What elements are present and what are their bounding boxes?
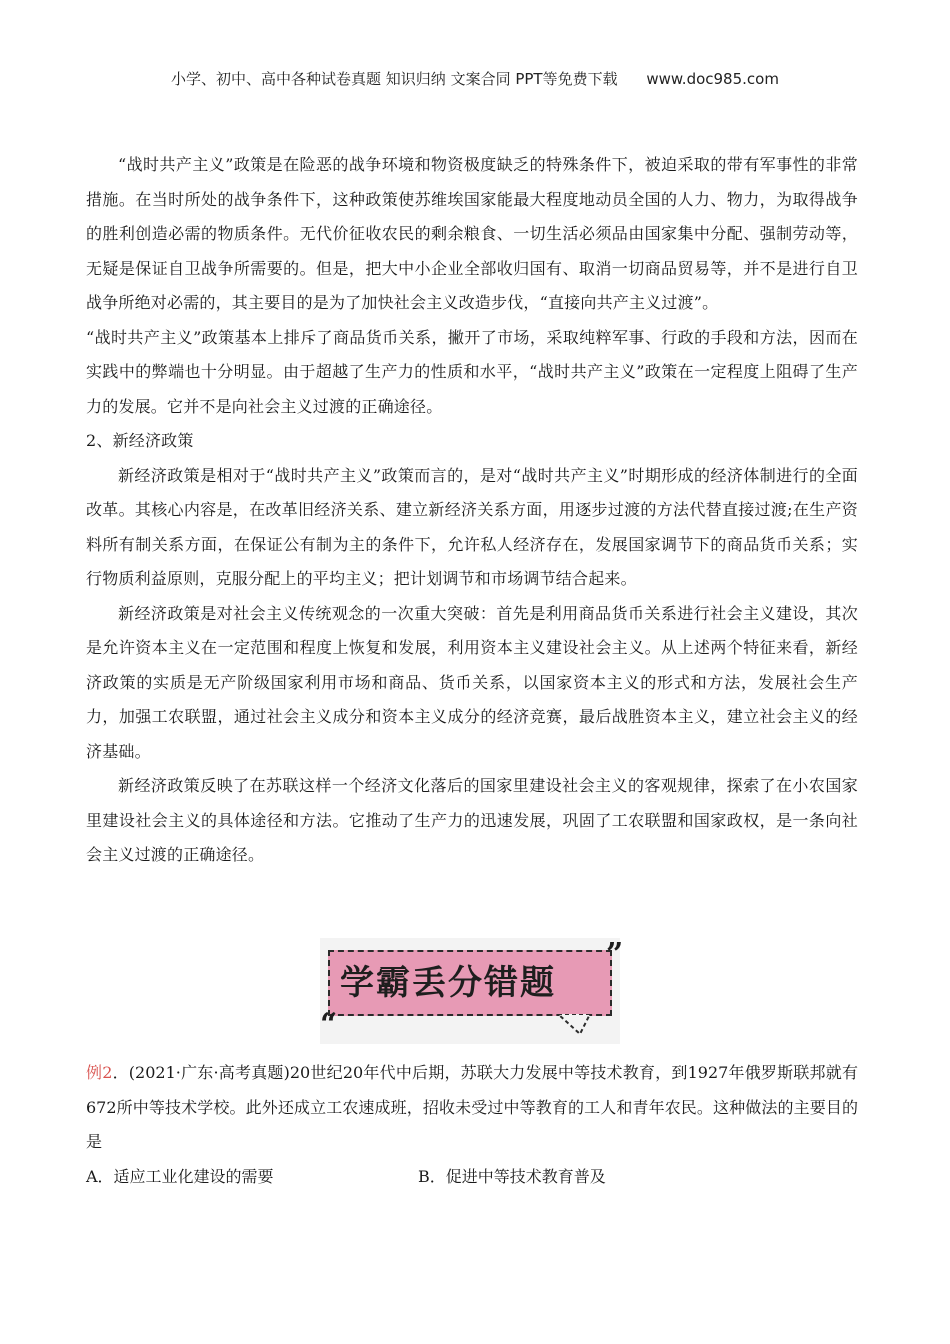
question-stem xyxy=(86,1056,858,1160)
main-content xyxy=(86,148,858,873)
quote-right-icon: ” xyxy=(606,937,624,972)
paragraph-war-communism-2: “战时共产主义”政策基本上排斥了商品货币关系，撇开了市场，采取纯粹军事、行政的手段和方法，因而在实践中的弊端也十分明显。由于超越了生产力的性质和水平，“战时共产主义”政策在一定程度上阻碍了生产力的发展。它并不是向社会主义过渡的正确途径。 xyxy=(86,327,858,416)
option-a[interactable]: A．适应工业化建设的需要 xyxy=(86,1166,274,1186)
paragraph-nep-1: 新经济政策是相对于“战时共产主义”政策而言的，是对“战时共产主义”时期形成的经济体制进行的全面改革。其核心内容是，在改革旧经济关系、建立新经济关系方面，用逐步过渡的方法代替直接过渡;在生产资料所有制关系方面，在保证公有制为主的条件下，允许私人经济存在，发展国家调节下的商品货币关系；实行物质利益原则，克服分配上的平均主义；把计划调节和市场调节结合起来。 xyxy=(86,465,858,588)
option-b[interactable]: B．促进中等技术教育普及 xyxy=(418,1166,606,1186)
section-heading-nep: 2、新经济政策 xyxy=(86,431,194,450)
example-label: 例2 xyxy=(86,1063,113,1082)
example-question xyxy=(86,1056,858,1194)
paragraph-war-communism-1: “战时共产主义”政策是在险恶的战争环境和物资极度缺乏的特殊条件下，被迫采取的带有军事性的非常措施。在当时所处的战争条件下，这种政策使苏维埃国家能最大程度地动员全国的人力、物力，为取得战争的胜利创造必需的物质条件。无代价征收农民的剩余粮食、一切生活必须品由国家集中分配、强制劳动等，无疑是保证自卫战争所需要的。但是，把大中小企业全部收归国有、取消一切商品贸易等，并不是进行自卫战争所绝对必需的，其主要目的是为了加快社会主义改造步伐，“直接向共产主义过渡”。 xyxy=(86,155,858,312)
quote-left-icon: “ xyxy=(320,1007,338,1042)
question-text: ．(2021·广东·高考真题)20世纪20年代中后期，苏联大力发展中等技术教育，到1927年俄罗斯联邦就有672所中等技术学校。此外还成立工农速成班，招收未受过中等教育的工人和青年农民。这种做法的主要目的是 xyxy=(86,1063,858,1151)
answer-options xyxy=(86,1160,858,1194)
speech-tail-icon xyxy=(556,1014,596,1036)
banner-title: 学霸丢分错题 xyxy=(340,963,556,1003)
mistake-banner xyxy=(320,937,624,1044)
paragraph-nep-3: 新经济政策反映了在苏联这样一个经济文化落后的国家里建设社会主义的客观规律，探索了在小农国家里建设社会主义的具体途径和方法。它推动了生产力的迅速发展，巩固了工农联盟和国家政权，是一条向社会主义过渡的正确途径。 xyxy=(86,776,858,864)
header-site-link[interactable]: www.doc985.com xyxy=(646,70,779,88)
paragraph-nep-2: 新经济政策是对社会主义传统观念的一次重大突破：首先是利用商品货币关系进行社会主义建设，其次是允许资本主义在一定范围和程度上恢复和发展，利用资本主义建设社会主义。从上述两个特征来看，新经济政策的实质是无产阶级国家利用市场和商品、货币关系，以国家资本主义的形式和方法，发展社会生产力，加强工农联盟，通过社会主义成分和资本主义成分的经济竞赛，最后战胜资本主义，建立社会主义的经济基础。 xyxy=(86,603,858,761)
header-text: 小学、初中、高中各种试卷真题 知识归纳 文案合同 PPT等免费下载 xyxy=(171,70,618,88)
banner-box xyxy=(328,950,612,1016)
page-header xyxy=(0,68,950,89)
